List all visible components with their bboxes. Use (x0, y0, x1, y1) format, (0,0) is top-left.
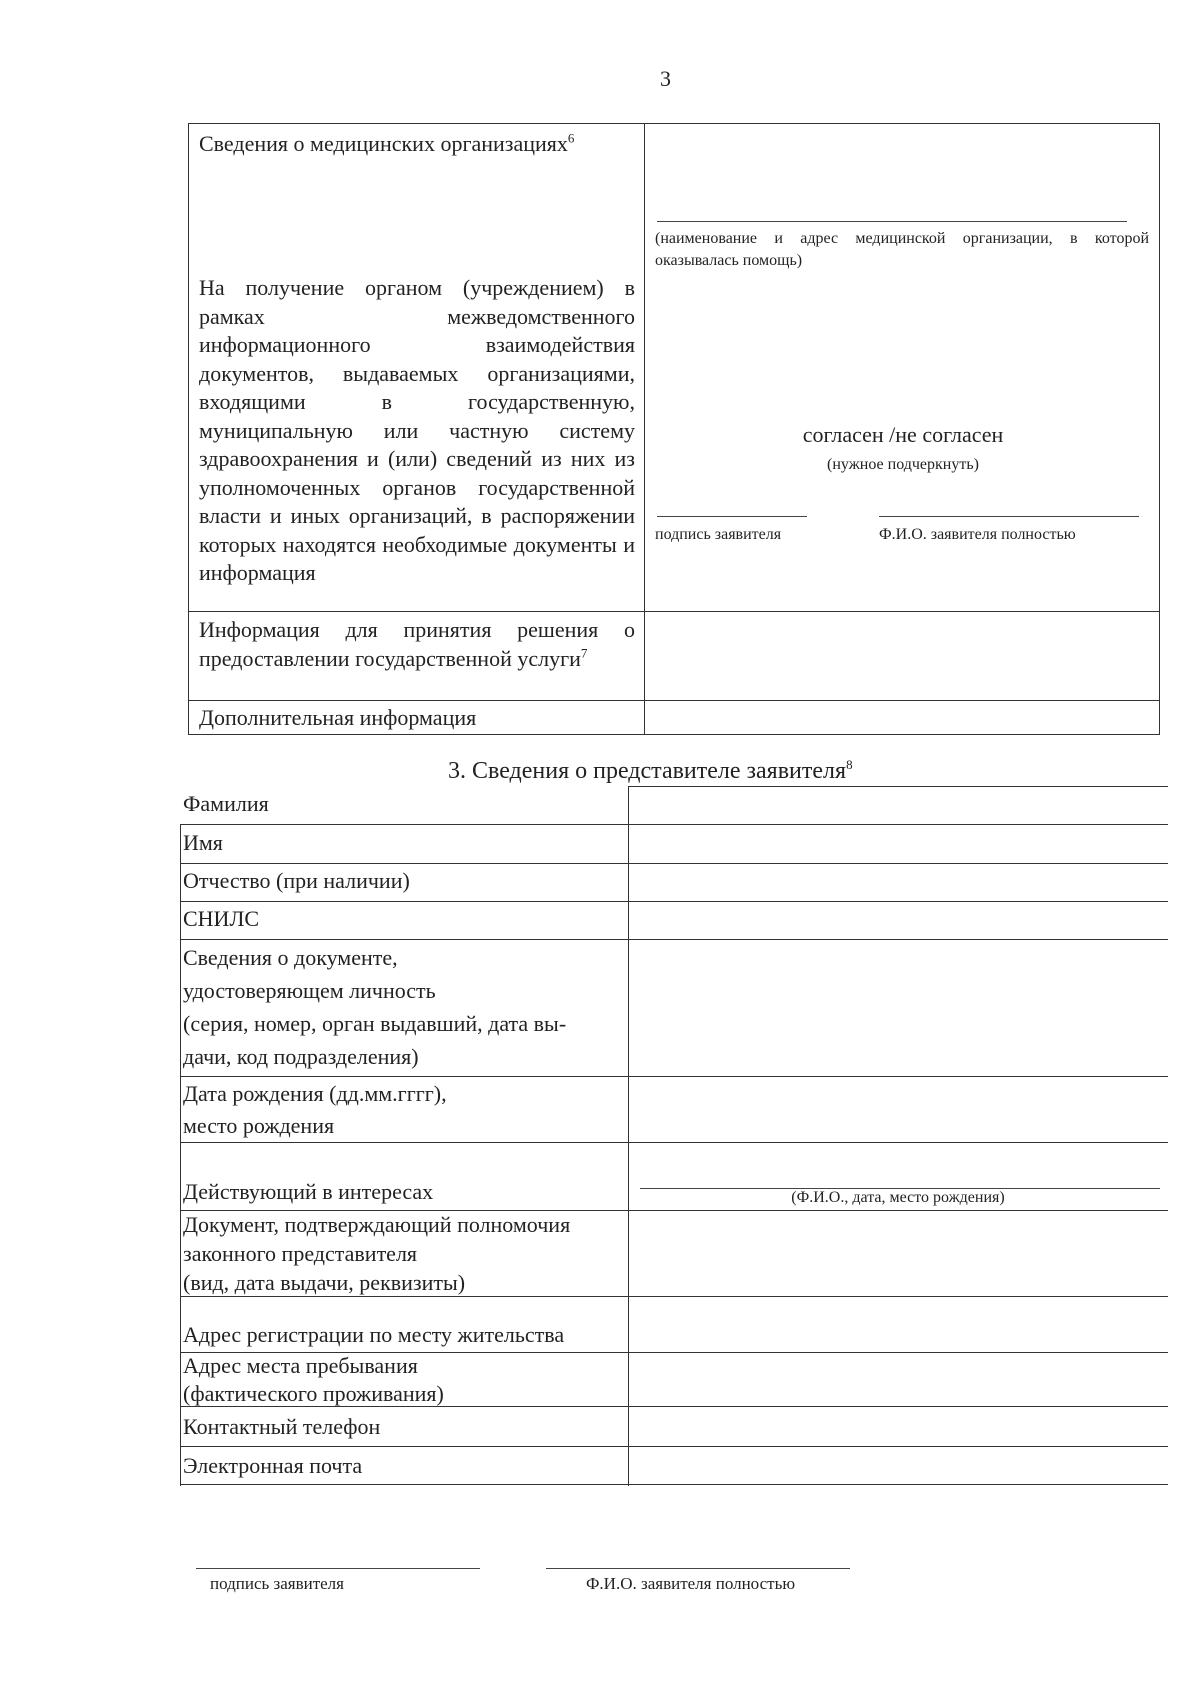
acting-on-behalf-note: (Ф.И.О., дата, место рождения) (791, 1189, 1005, 1206)
first-name-label: Имя (183, 830, 223, 855)
section-3-title: 3. Сведения о представителе заявителя$^8$ (448, 757, 853, 784)
row-divider (180, 824, 1168, 825)
row-divider (628, 786, 1168, 787)
phone-label: Контактный телефон (183, 1414, 381, 1439)
identity-document-label: Сведения о документе, удостоверяющем личность (серия, номер, орган выдавший, дата вы- дачи, код подразделения) (183, 945, 567, 1069)
consent-hint: (нужное подчеркнуть) (827, 456, 979, 473)
footer-signature-line[interactable] (196, 1568, 480, 1569)
row-divider (180, 939, 1168, 940)
row-divider (180, 901, 1168, 902)
birth-info-label: Дата рождения (дд.мм.гггг), место рождения (183, 1081, 447, 1138)
fio-label: Ф.И.О. заявителя полностью (879, 526, 1076, 543)
consent-choice[interactable]: согласен /не согласен (802, 422, 1004, 447)
medical-org-input-line[interactable] (657, 221, 1127, 222)
column-divider (644, 124, 645, 734)
medical-org-caption: (наименование и адрес медицинской организации, в которой оказывалась помощь) (655, 230, 1149, 269)
representative-table (180, 786, 1168, 1486)
medical-orgs-label: Сведения о медицинских организациях$^6$ (199, 130, 575, 156)
surname-label: Фамилия (183, 791, 269, 816)
fio-input-line[interactable] (879, 516, 1139, 517)
signature-label: подпись заявителя (655, 526, 782, 543)
additional-info-field[interactable] (649, 704, 1149, 732)
row-divider (180, 1484, 1168, 1485)
column-divider (628, 786, 629, 1486)
left-border (180, 824, 181, 1486)
applicant-info-table (188, 123, 1160, 735)
email-label: Электронная почта (183, 1453, 363, 1478)
decision-info-label: Информация для принятия решения о предоставлении государственной услуги$^7$ (199, 617, 635, 671)
page-number: 3 (660, 66, 671, 91)
footer-signature-label: подпись заявителя (210, 1574, 344, 1593)
row-divider (180, 1142, 1168, 1143)
residence-address-label: Адрес места пребывания (фактического проживания) (183, 1353, 444, 1406)
row-divider (180, 1446, 1168, 1447)
consent-label: На получение органом (учреждением) в рамках межведомственного информационного взаимодействия документов, выдаваемых организациями, входящими в государственную, муниципальную или частную систему здравоохранения и (или) сведений из них из уполномоченных органов государственной власти и иных организаций, в распоряжении которых находятся необходимые документы и информация (199, 275, 635, 585)
acting-on-behalf-label: Действующий в интересах (183, 1179, 434, 1204)
row-divider (189, 700, 1159, 701)
footer-fio-line[interactable] (546, 1568, 850, 1569)
additional-info-label: Дополнительная информация (199, 705, 477, 730)
row-divider (180, 1076, 1168, 1077)
patronymic-label: Отчество (при наличии) (183, 868, 410, 893)
snils-label: СНИЛС (183, 906, 260, 931)
authority-document-label: Документ, подтверждающий полномочия законного представителя (вид, дата выдачи, реквизиты) (183, 1212, 571, 1295)
row-divider (189, 611, 1159, 612)
footer-fio-label: Ф.И.О. заявителя полностью (586, 1574, 796, 1593)
row-divider (180, 863, 1168, 864)
decision-info-field[interactable] (649, 616, 1149, 694)
registration-address-label: Адрес регистрации по месту жительства (183, 1322, 565, 1347)
signature-input-line[interactable] (657, 516, 807, 517)
